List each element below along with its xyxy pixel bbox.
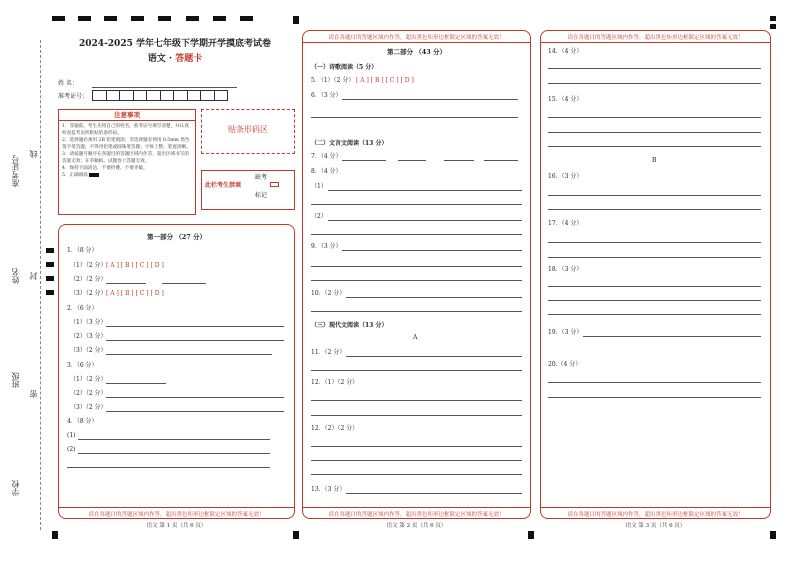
section-modern: （三）现代文阅读（13 分） <box>311 322 388 329</box>
answer-line[interactable] <box>548 68 761 69</box>
answer-line[interactable] <box>548 286 761 287</box>
timing-mark <box>158 16 171 21</box>
panel-divider <box>302 507 531 508</box>
name-field[interactable] <box>92 87 237 88</box>
timing-mark <box>213 16 226 21</box>
id-boxes[interactable] <box>92 90 227 101</box>
answer-line[interactable] <box>548 314 761 315</box>
question-13: 13．（3 分） <box>311 486 346 493</box>
filled-example <box>89 173 99 177</box>
question-20: 20.（4 分） <box>548 361 582 368</box>
answer-line[interactable] <box>484 160 518 161</box>
panel-divider <box>302 42 531 43</box>
answer-line[interactable] <box>342 99 518 100</box>
timing-mark <box>528 531 534 539</box>
answer-line[interactable] <box>548 382 761 383</box>
note-item: 3．请按题号顺序在各题目的答题区域内作答，超出区域书写的答案无效；在草稿纸、试题卷上答题无效。 <box>62 152 189 164</box>
answer-line[interactable] <box>342 160 386 161</box>
marker-a: A <box>413 334 418 341</box>
answer-line[interactable] <box>311 266 522 267</box>
answer-line[interactable] <box>548 195 761 196</box>
question-19: 19．（3 分） <box>548 329 583 336</box>
notes-box <box>58 109 196 215</box>
warning-text: 请在各题目的答题区域内作答，超出黑色矩形边框限定区域的答案无效！ <box>567 35 744 41</box>
answer-line[interactable] <box>328 220 522 221</box>
timing-mark <box>46 276 54 281</box>
answer-line[interactable] <box>548 83 761 84</box>
timing-mark <box>46 290 54 295</box>
absent-label: 此栏考生禁填 <box>205 182 242 189</box>
timing-mark <box>293 16 299 24</box>
answer-line[interactable] <box>311 370 522 371</box>
name-label: 姓 名： <box>58 80 78 87</box>
question-15: 15．（4 分） <box>548 96 583 103</box>
question-4-1: (1) <box>67 432 76 439</box>
timing-mark <box>46 248 54 253</box>
answer-line[interactable] <box>311 400 522 401</box>
absent-mark-label: 标记 <box>255 192 268 199</box>
question-9: 9．（3 分） <box>311 243 342 250</box>
side-label-id: 准考证号 <box>11 155 20 187</box>
question-11: 11．（2 分） <box>311 349 346 356</box>
timing-mark <box>186 16 199 21</box>
question-1-2: （2）（2 分） <box>70 276 107 283</box>
choice-options[interactable]: [ A ] [ B ] [ C ] [ D ] <box>106 262 164 269</box>
warning-text: 请在各题目的答题区域内作答，超出黑色矩形边框限定区域的答案无效！ <box>88 512 265 518</box>
question-1-1: （1）（2 分） <box>70 262 107 269</box>
timing-mark <box>104 16 117 21</box>
question-17: 17．（4 分） <box>548 220 583 227</box>
answer-line[interactable] <box>311 117 518 118</box>
subject-label: 语文 · <box>147 54 176 64</box>
choice-options[interactable]: [ A ] [ B ] [ C ] [ D ] <box>106 290 164 297</box>
answer-line[interactable] <box>548 209 761 210</box>
panel-divider <box>540 42 771 43</box>
timing-mark <box>78 16 91 21</box>
timing-mark <box>131 16 144 21</box>
answer-line[interactable] <box>106 411 284 412</box>
answer-line[interactable] <box>78 439 270 440</box>
timing-mark <box>52 531 58 539</box>
answer-line[interactable] <box>106 326 284 327</box>
answer-line[interactable] <box>106 340 284 341</box>
question-4-2: (2) <box>67 446 76 453</box>
question-2-1: （1）（3 分） <box>70 319 107 326</box>
question-2-3: （3）（2 分） <box>70 347 107 354</box>
section-classical: （二）文言文阅读（13 分） <box>311 140 388 147</box>
timing-mark <box>770 24 776 29</box>
choice-options[interactable]: [ A ] [ B ] [ C ] [ D ] <box>356 77 414 84</box>
answer-line[interactable] <box>67 467 270 468</box>
question-7: 7．（4 分） <box>311 153 342 160</box>
answer-line[interactable] <box>311 204 522 205</box>
exam-title: 2024-2025 学年七年级下学期开学摸底考试卷 <box>79 39 271 49</box>
answer-line[interactable] <box>311 474 522 475</box>
timing-mark <box>52 16 65 21</box>
notes-title: 注意事项 <box>59 110 195 121</box>
question-3-1: （1）（2 分） <box>70 376 107 383</box>
page-footer-2: 语文 第 2 页（共 6 页） <box>386 523 447 529</box>
question-2-2: （2）（3 分） <box>70 333 107 340</box>
question-1-3: （3）（2 分） <box>70 290 107 297</box>
answer-line[interactable] <box>311 460 522 461</box>
question-1: 1．（8 分） <box>67 247 98 254</box>
absent-missing-label: 缺考 <box>255 174 268 181</box>
answer-line[interactable] <box>311 280 522 281</box>
timing-mark <box>770 531 776 539</box>
answer-line[interactable] <box>342 250 522 251</box>
section-poetry: （一）诗歌阅读（5 分） <box>311 64 378 71</box>
answer-line[interactable] <box>346 297 522 298</box>
answer-line[interactable] <box>444 160 474 161</box>
note-item: 1．答题前，考生先将自己的姓名，准考证号填写清楚，并认真检查监考员所粘贴的条形码。 <box>62 124 189 136</box>
binding-line <box>40 40 41 530</box>
side-label-school: 学校 <box>11 480 20 496</box>
side-label-dense: 密 <box>29 390 38 398</box>
answer-line[interactable] <box>106 283 146 284</box>
question-18: 18．（3 分） <box>548 266 583 273</box>
question-4: 4．（8 分） <box>67 418 98 425</box>
answer-line[interactable] <box>548 132 761 133</box>
panel-divider <box>540 507 771 508</box>
marker-b: B <box>652 157 657 164</box>
question-3-2: （2）（2 分） <box>70 390 107 397</box>
question-14: 14．（4 分） <box>548 48 583 55</box>
answer-line[interactable] <box>311 311 522 312</box>
question-3: 3．（6 分） <box>67 362 98 369</box>
answer-line[interactable] <box>106 354 272 355</box>
answer-line[interactable] <box>548 397 761 398</box>
question-12-1: 12．（1）（2 分） <box>311 379 359 386</box>
timing-mark <box>240 16 253 21</box>
question-2: 2．（6 分） <box>67 305 98 312</box>
side-label-class: 班级 <box>11 372 20 388</box>
timing-mark <box>770 16 776 21</box>
answer-line[interactable] <box>311 415 522 416</box>
question-8-2: （2） <box>311 213 327 220</box>
question-8: 8．（4 分） <box>311 168 342 175</box>
panel-divider <box>58 507 295 508</box>
question-12-2: 12．（2）（2 分） <box>311 425 359 432</box>
answer-line[interactable] <box>583 336 761 337</box>
answer-line[interactable] <box>548 146 761 147</box>
answer-line[interactable] <box>106 397 284 398</box>
side-label-line: 线 <box>29 150 38 158</box>
answer-line[interactable] <box>328 190 522 191</box>
answer-line[interactable] <box>311 446 522 447</box>
warning-text: 请在各题目的答题区域内作答，超出黑色矩形边框限定区域的答案无效！ <box>328 35 505 41</box>
note-item: 2．选择题必须用 2B 铅笔填涂；非选择题必须用 0.5mm 黑色签字笔答题，不得用铅笔或圆珠笔答题；字体工整、笔迹清晰。 <box>62 138 191 150</box>
answer-line[interactable] <box>311 234 522 235</box>
answer-line[interactable] <box>106 383 166 384</box>
answer-line[interactable] <box>548 300 761 301</box>
id-label: 准考证号： <box>58 93 89 100</box>
warning-text: 请在各题目的答题区域内作答，超出黑色矩形边框限定区域的答案无效！ <box>328 512 505 518</box>
absent-checkbox[interactable] <box>270 182 279 187</box>
answer-line[interactable] <box>346 356 522 357</box>
note-item: 4．保持卡面清洁，不要折叠、不要弄破。 <box>62 166 148 171</box>
side-label-seal: 封 <box>29 272 38 280</box>
answer-line[interactable] <box>162 283 206 284</box>
answer-line[interactable] <box>346 493 522 494</box>
answer-line[interactable] <box>548 242 761 243</box>
barcode-label: 贴条形码区 <box>228 125 268 134</box>
side-label-name: 姓名 <box>11 268 20 284</box>
absent-box <box>201 170 295 210</box>
timing-mark <box>46 262 54 267</box>
answer-line[interactable] <box>548 257 761 258</box>
note-item: 5．正确填涂 <box>62 172 192 179</box>
question-6: 6．（3 分） <box>311 92 342 99</box>
question-3-3: （3）（2 分） <box>70 404 107 411</box>
question-5: 5．（1）（2 分） <box>311 77 355 84</box>
answer-card-label: 答题卡 <box>175 54 203 64</box>
answer-line[interactable] <box>78 453 270 454</box>
answer-line[interactable] <box>398 160 426 161</box>
question-10: 10．（2 分） <box>311 290 346 297</box>
page-footer-3: 语文 第 3 页（共 6 页） <box>625 523 686 529</box>
exam-subtitle <box>60 51 290 64</box>
section-title-1: 第一部分 （27 分） <box>146 233 207 241</box>
warning-text: 请在各题目的答题区域内作答，超出黑色矩形边框限定区域的答案无效！ <box>567 512 744 518</box>
timing-mark <box>293 531 299 539</box>
question-8-1: （1） <box>311 183 327 190</box>
answer-line[interactable] <box>548 117 761 118</box>
section-title-2: 第二部分 （43 分） <box>386 48 447 56</box>
question-16: 16．（3 分） <box>548 173 583 180</box>
page-footer-1: 语文 第 1 页（共 6 页） <box>146 523 207 529</box>
